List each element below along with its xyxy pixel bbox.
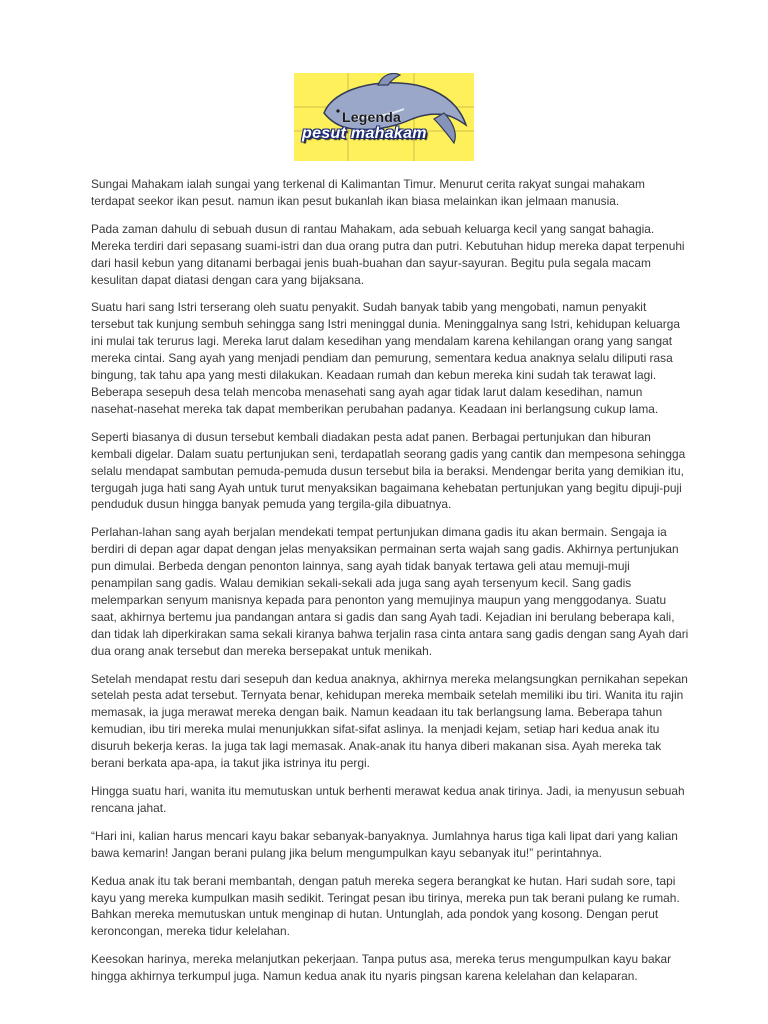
story-body (91, 176, 691, 996)
paragraph: Perlahan-lahan sang ayah berjalan mendekati tempat pertunjukan dimana gadis itu akan bermain. Sengaja ia berdiri di depan agar dapat dengan jelas menyaksikan permainan serta wajah sang gadis. Akhirnya pertunjukan pun dimulai. Berbeda dengan penonton lainnya, sang ayah tidak banyak tertawa geli atau memuji-muji penampilan sang gadis. Walau demikian sekali-sekali ada juga sang ayah tersenyum kecil. Sang gadis melemparkan senyum manisnya kepada para penonton yang memujinya maupun yang menggodanya. Suatu saat, akhirnya bertemu jua pandangan antara si gadis dan sang Ayah tadi. Kejadian ini berulang beberapa kali, dan tidak lah diperkirakan sama sekali kiranya bahwa terjalin rasa cinta antara sang gadis dengan sang Ayah dari dua orang anak tersebut dan mereka bersepakat untuk menikah. (91, 525, 689, 658)
logo-title-word: Legenda (342, 109, 401, 125)
paragraph: Kedua anak itu tak berani membantah, dengan patuh mereka segera berangkat ke hutan. Hari sudah sore, tapi kayu yang mereka kumpulkan masih sedikit. Teringat pesan ibu tirinya, mereka pun tak berani pulang ke rumah. Bahkan mereka memutuskan untuk menginap di hutan. Untunglah, ada pondok yang kosong. Dengan perut keroncongan, mereka tidur kelelahan. (91, 873, 680, 939)
legenda-logo (294, 73, 474, 161)
paragraph: Suatu hari sang Istri terserang oleh suatu penyakit. Sudah banyak tabib yang mengobati, namun penyakit tersebut tak kunjung sembuh sehingga sang Istri meninggal dunia. Meninggalnya sang Istri, kehidupan keluarga ini mulai tak terurus lagi. Mereka larut dalam kesedihan yang mendalam karena kehilangan orang yang sangat mereka cintai. Sang ayah yang menjadi pendiam dan pemurung, sementara kedua anaknya selalu diliputi rasa bingung, tak tahu apa yang mesti dilakukan. Keadaan rumah dan kebun mereka kini sudah tak terawat lagi. Beberapa sesepuh desa telah mencoba menasehati sang ayah agar tidak larut dalam kesedihan, namun nasehat-nasehat mereka tak dapat memberikan perubahan padanya. Keadaan ini berlangsung cukup lama. (91, 300, 680, 416)
paragraph: Sungai Mahakam ialah sungai yang terkenal di Kalimantan Timur. Menurut cerita rakyat sungai mahakam terdapat seekor ikan pesut. namun ikan pesut bukanlah ikan biasa melainkan ikan jelmaan manusia. (91, 177, 645, 208)
paragraph: Pada zaman dahulu di sebuah dusun di rantau Mahakam, ada sebuah keluarga kecil yang sangat bahagia. Mereka terdiri dari sepasang suami-istri dan dua orang putra dan putri. Kebutuhan hidup mereka dapat terpenuhi dari hasil kebun yang ditanami berbagai jenis buah-buahan dan sayur-sayuran. Begitu pula segala macam kesulitan dapat diatasi dengan cara yang bijaksana. (91, 221, 685, 287)
paragraph: Setelah mendapat restu dari sesepuh dan kedua anaknya, akhirnya mereka melangsungkan pernikahan sepekan setelah pesta adat tersebut. Ternyata benar, kehidupan mereka membaik setelah memiliki ibu tiri. Wanita itu rajin memasak, ia juga merawat mereka dengan baik. Namun keadaan itu tak berlangsung lama. Beberapa tahun kemudian, ibu tiri mereka mulai menunjukkan sifat-sifat aslinya. Ia menjadi kejam, setiap hari kedua anak itu disuruh bekerja keras. Ia juga tak lagi memasak. Anak-anak itu hanya diberi makanan sisa. Ayah mereka tak berani berkata apa-apa, ia takut jika istrinya itu pergi. (91, 671, 688, 771)
paragraph: Seperti biasanya di dusun tersebut kembali diadakan pesta adat panen. Berbagai pertunjukan dan hiburan kembali digelar. Dalam suatu pertunjukan seni, terdapatlah seorang gadis yang cantik dan mempesona sehingga selalu mendapat sambutan pemuda-pemuda dusun tersebut bila ia beraksi. Mendengar berita yang demikian itu, tergugah juga hati sang Ayah untuk turut menyaksikan bagaimana kehebatan pertunjukan yang begitu dipuji-puji penduduk dusun hingga banyak pemuda yang tergila-gila dibuatnya. (91, 429, 686, 512)
paragraph: Keesokan harinya, mereka melanjutkan pekerjaan. Tanpa putus asa, mereka terus mengumpulkan kayu bakar hingga akhirnya terkumpul juga. Namun kedua anak itu nyaris pingsan karena kelelahan dan kelaparan. (91, 952, 672, 984)
paragraph: Hingga suatu hari, wanita itu memutuskan untuk berhenti merawat kedua anak tirinya. Jadi, ia menyusun sebuah rencana jahat. (91, 784, 685, 815)
logo-subtitle-word: pesut mahakam (302, 125, 427, 142)
paragraph: “Hari ini, kalian harus mencari kayu bakar sebanyak-banyaknya. Jumlahnya harus tiga kali lipat dari yang kalian bawa kemarin! Jangan berani pulang jika belum mengumpulkan kayu sebanyak itu!” perintahnya. (91, 828, 678, 860)
